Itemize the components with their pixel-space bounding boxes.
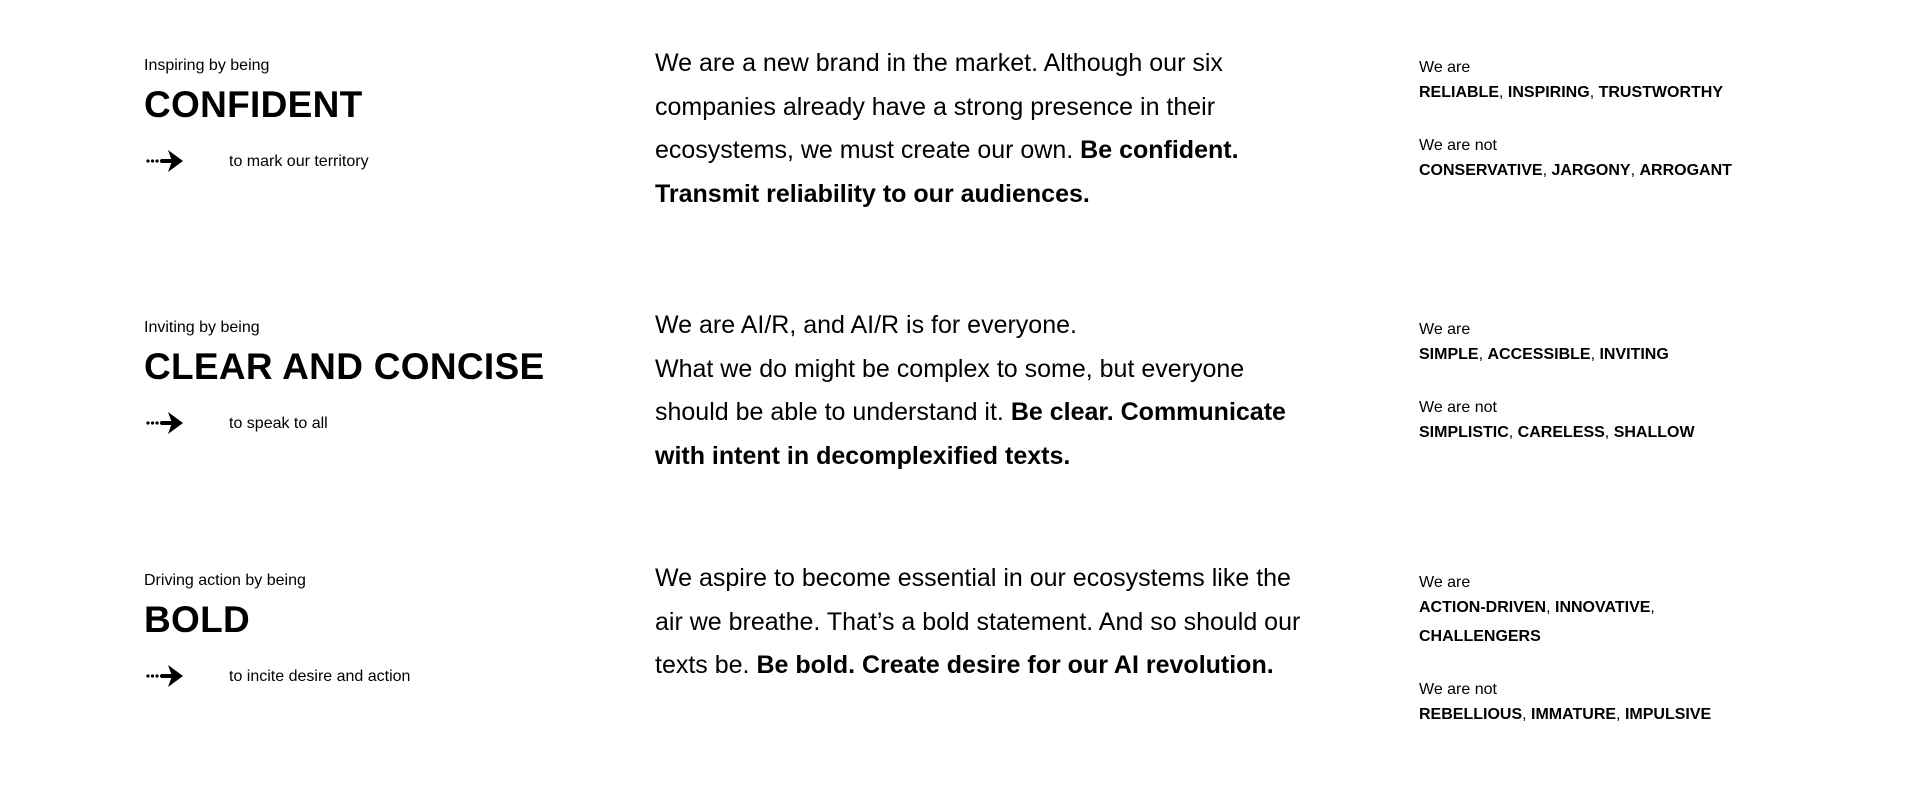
trait-separator: , (1478, 346, 1488, 363)
we-are-label: We are (1419, 321, 1471, 338)
trait-separator: , (1589, 84, 1599, 101)
pillar-intro: Inspiring by being (144, 57, 270, 74)
description-emphasis: Be bold. Create desire for our AI revolution. (756, 651, 1274, 679)
pillar-description (655, 557, 1315, 688)
trait-separator: , (1650, 599, 1655, 616)
we-are-not-label: We are not (1419, 399, 1497, 416)
pillar-traits (1419, 320, 1749, 447)
trait: IMPULSIVE (1624, 706, 1712, 723)
trait-separator: , (1542, 162, 1552, 179)
we-are-traits (1419, 78, 1749, 107)
trait: SIMPLE (1419, 346, 1479, 363)
trait-separator: , (1499, 84, 1508, 101)
trait-separator: , (1590, 346, 1600, 363)
we-are-not-traits (1419, 156, 1749, 185)
description-emphasis: Be confident. Transmit reliability to our audiences. (655, 136, 1239, 208)
trait: CONSERVATIVE (1419, 162, 1543, 179)
pillar-traits (1419, 573, 1749, 729)
we-are-label: We are (1419, 574, 1471, 591)
trait: JARGONY (1551, 162, 1631, 179)
we-are-not-label: We are not (1419, 137, 1497, 154)
pillar-intro: Inviting by being (144, 319, 260, 336)
trait: SIMPLISTIC (1419, 424, 1509, 441)
pillar-description (655, 42, 1315, 216)
trait: INNOVATIVE (1555, 599, 1651, 616)
trait-separator: , (1508, 424, 1518, 441)
trait: TRUSTWORTHY (1598, 84, 1724, 101)
trait-separator: , (1546, 599, 1555, 616)
trait: INVITING (1599, 346, 1669, 363)
pillar-purpose: to mark our territory (229, 153, 369, 170)
trait: IMMATURE (1531, 706, 1617, 723)
pillar-intro: Driving action by being (144, 572, 306, 589)
trait-separator: , (1604, 424, 1614, 441)
dotted-right-arrow-icon (146, 148, 186, 174)
we-are-not-traits (1419, 700, 1749, 729)
trait: CARELESS (1517, 424, 1605, 441)
we-are-traits (1419, 340, 1749, 369)
pillar-title: CLEAR AND CONCISE (144, 346, 545, 387)
trait-separator: , (1630, 162, 1640, 179)
we-are-not-traits (1419, 418, 1749, 447)
trait: REBELLIOUS (1419, 706, 1523, 723)
we-are-not-label: We are not (1419, 681, 1497, 698)
trait: SHALLOW (1613, 424, 1695, 441)
pillar-purpose: to incite desire and action (229, 668, 411, 685)
we-are-label: We are (1419, 59, 1471, 76)
description-text: We aspire to become essential in our ecosystems like the air we breathe. That’s a bold statement. And so should our texts be. (655, 564, 1301, 679)
trait: ARROGANT (1639, 162, 1732, 179)
we-are-traits (1419, 593, 1749, 651)
pillar-traits (1419, 58, 1749, 185)
trait: ACTION-DRIVEN (1419, 599, 1547, 616)
description-emphasis: Be clear. Communicate with intent in decomplexified texts. (655, 398, 1286, 470)
description-first-line: We are AI/R, and AI/R is for everyone. (655, 311, 1077, 339)
trait-separator: , (1522, 706, 1532, 723)
pillar-description (655, 304, 1315, 478)
pillar-title: CONFIDENT (144, 84, 363, 125)
trait-separator: , (1616, 706, 1625, 723)
dotted-right-arrow-icon (146, 663, 186, 689)
trait: RELIABLE (1419, 84, 1499, 101)
trait: ACCESSIBLE (1487, 346, 1591, 363)
pillar-purpose: to speak to all (229, 415, 328, 432)
trait: CHALLENGERS (1419, 628, 1541, 645)
trait: INSPIRING (1507, 84, 1590, 101)
dotted-right-arrow-icon (146, 410, 186, 436)
description-text: We are a new brand in the market. Although our six companies already have a strong presence in their ecosystems, we must create our own. (655, 49, 1223, 164)
pillar-title: BOLD (144, 599, 251, 640)
description-text: What we do might be complex to some, but everyone should be able to understand it. (655, 354, 1245, 426)
